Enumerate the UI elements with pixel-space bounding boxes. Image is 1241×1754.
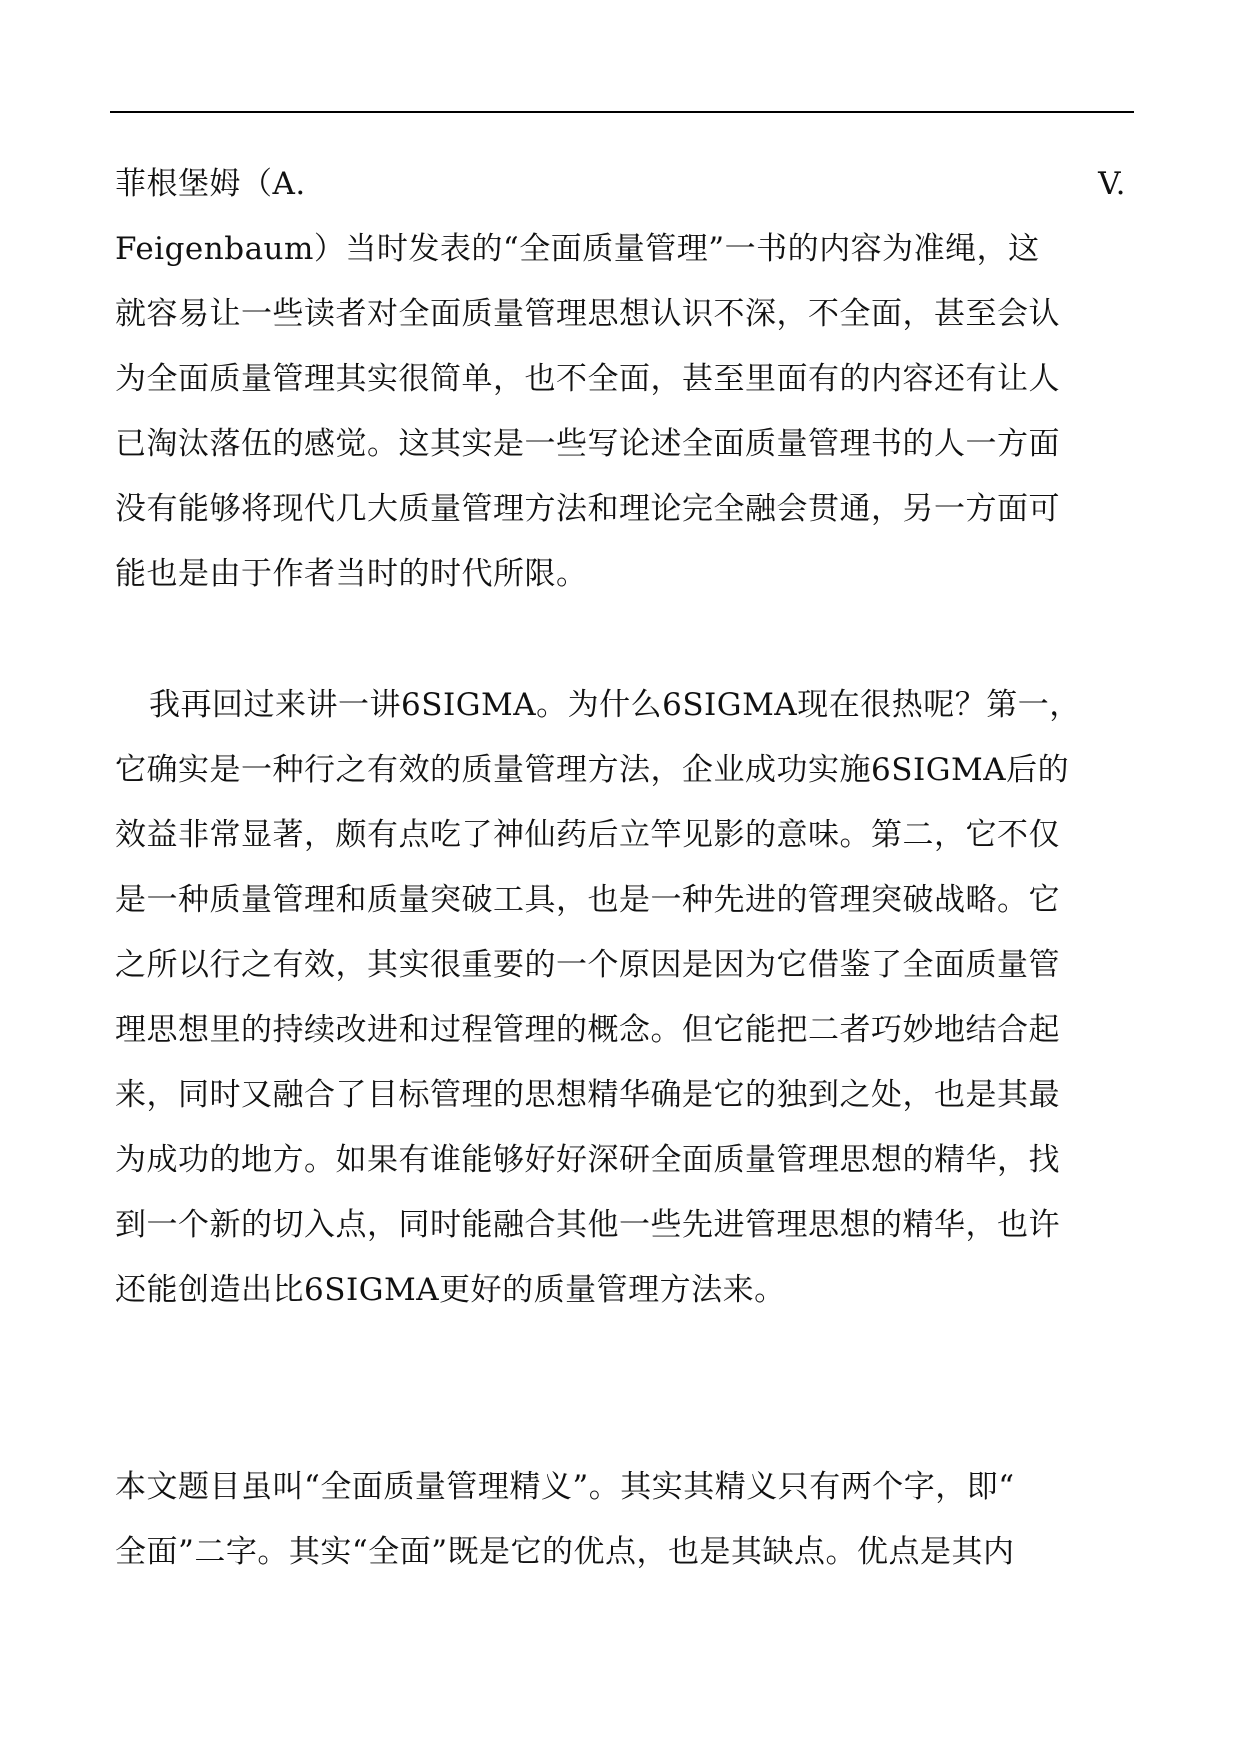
paragraph-1-line-1-right: V. [1098, 166, 1126, 202]
paragraph-1-line-3: 就容易让一些读者对全面质量管理思想认识不深，不全面，甚至会认 [115, 296, 1060, 332]
paragraph-2-line-3: 效益非常显著，颇有点吃了神仙药后立竿见影的意味。第二，它不仅 [115, 817, 1060, 853]
paragraph-1-line-6: 没有能够将现代几大质量管理方法和理论完全融会贯通，另一方面可 [115, 491, 1060, 527]
paragraph-2-line-10: 还能创造出比6SIGMA更好的质量管理方法来。 [115, 1272, 786, 1308]
paragraph-2-line-6: 理思想里的持续改进和过程管理的概念。但它能把二者巧妙地结合起 [115, 1012, 1060, 1048]
paragraph-2-line-7: 来，同时又融合了目标管理的思想精华确是它的独到之处，也是其最 [115, 1077, 1060, 1113]
paragraph-2-line-1: 我再回过来讲一讲6SIGMA。为什么6SIGMA现在很热呢？第一， [149, 687, 1081, 723]
paragraph-1-line-2: Feigenbaum）当时发表的“全面质量管理”一书的内容为准绳，这 [115, 231, 1040, 267]
paragraph-1-line-5: 已淘汰落伍的感觉。这其实是一些写论述全面质量管理书的人一方面 [115, 426, 1060, 462]
paragraph-2-line-4: 是一种质量管理和质量突破工具，也是一种先进的管理突破战略。它 [115, 882, 1060, 918]
header-rule [110, 111, 1134, 113]
paragraph-2-line-9: 到一个新的切入点，同时能融合其他一些先进管理思想的精华，也许 [115, 1207, 1060, 1243]
paragraph-2-line-8: 为成功的地方。如果有谁能够好好深研全面质量管理思想的精华，找 [115, 1142, 1060, 1178]
paragraph-1-line-1 [115, 152, 1126, 217]
paragraph-3 [115, 1455, 1126, 1585]
paragraph-3-line-1: 本文题目虽叫“全面质量管理精义”。其实其精义只有两个字，即“ [115, 1469, 1015, 1505]
paragraph-2 [115, 673, 1126, 1323]
paragraph-1-line-1-left: 菲根堡姆（A. [115, 166, 306, 202]
paragraph-1 [115, 152, 1126, 607]
paragraph-1-line-4: 为全面质量管理其实很简单，也不全面，甚至里面有的内容还有让人 [115, 361, 1060, 397]
paragraph-2-line-5: 之所以行之有效，其实很重要的一个原因是因为它借鉴了全面质量管 [115, 947, 1060, 983]
paragraph-3-line-2: 全面”二字。其实“全面”既是它的优点，也是其缺点。优点是其内 [115, 1534, 1015, 1570]
paragraph-1-line-7: 能也是由于作者当时的时代所限。 [115, 556, 588, 592]
paragraph-2-line-2: 它确实是一种行之有效的质量管理方法，企业成功实施6SIGMA后的 [115, 752, 1070, 788]
